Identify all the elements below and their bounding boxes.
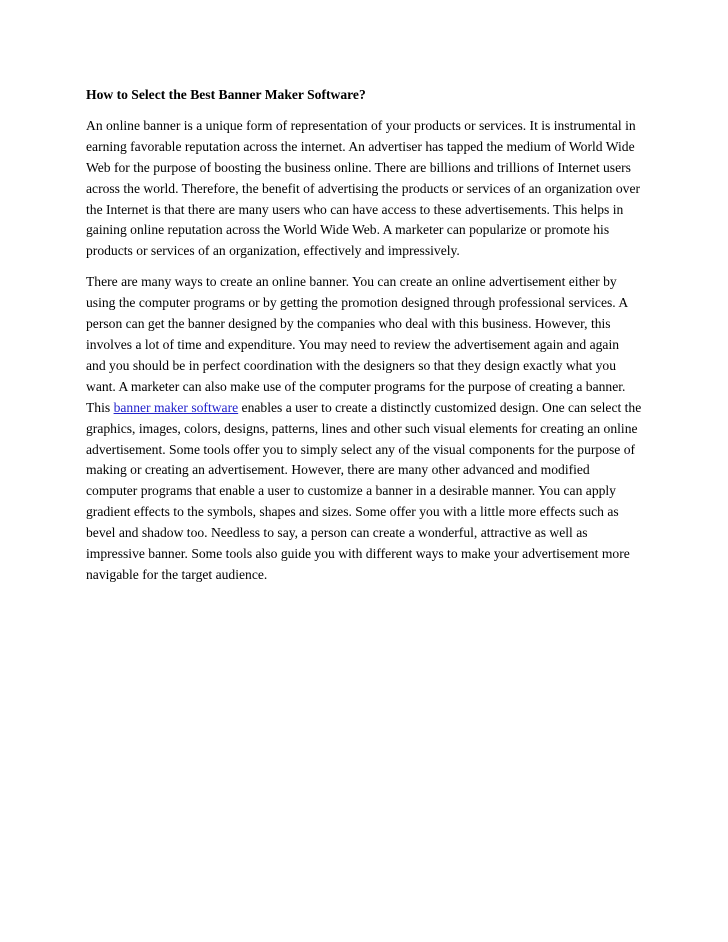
paragraph-2-text-after-link: enables a user to create a distinctly customized design. One can select the graphics, images, colors, designs, patterns, lines and other such visual elements for creating an online advertisement. Some tools offer you to simply select any of the visual components for the purpose of making or creating an advertisement. However, there are many other advanced and modified computer programs that enable a user to customize a banner in a desirable manner. You can apply gradient effects to the symbols, shapes and sizes. Some offer you with a little more effects such as bevel and shadow too. Needless to say, a person can create a wonderful, attractive as well as impressive banner. Some tools also guide you with different ways to make your advertisement more navigable for the target audience. xyxy=(86,399,642,582)
document-title: How to Select the Best Banner Maker Software? xyxy=(86,87,366,102)
paragraph-2-text-before-link: There are many ways to create an online banner. You can create an online advertisement either by using the computer programs or by getting the promotion designed through professional services. A person can get the banner designed by the companies who deal with this business. However, this involves a lot of time and expenditure. You may need to review the advertisement again and again and you should be in perfect coordination with the designers so that they design exactly what you want. A marketer can also make use of the computer programs for the purpose of creating a banner. This xyxy=(86,274,628,415)
document-page xyxy=(86,85,642,596)
paragraph-1: An online banner is a unique form of representation of your products or services. It is instrumental in earning favorable reputation across the internet. An advertiser has tapped the medium of World Wide Web for the purpose of boosting the business online. There are billions and trillions of Internet users across the world. Therefore, the benefit of advertising the products or services of an organization over the Internet is that there are many users who can have access to these advertisements. This helps in gaining online reputation across the World Wide Web. A marketer can popularize or promote his products or services of an organization, effectively and impressively. xyxy=(86,117,641,259)
paragraph-2 xyxy=(86,272,642,586)
banner-maker-software-link[interactable]: banner maker software xyxy=(113,399,239,415)
